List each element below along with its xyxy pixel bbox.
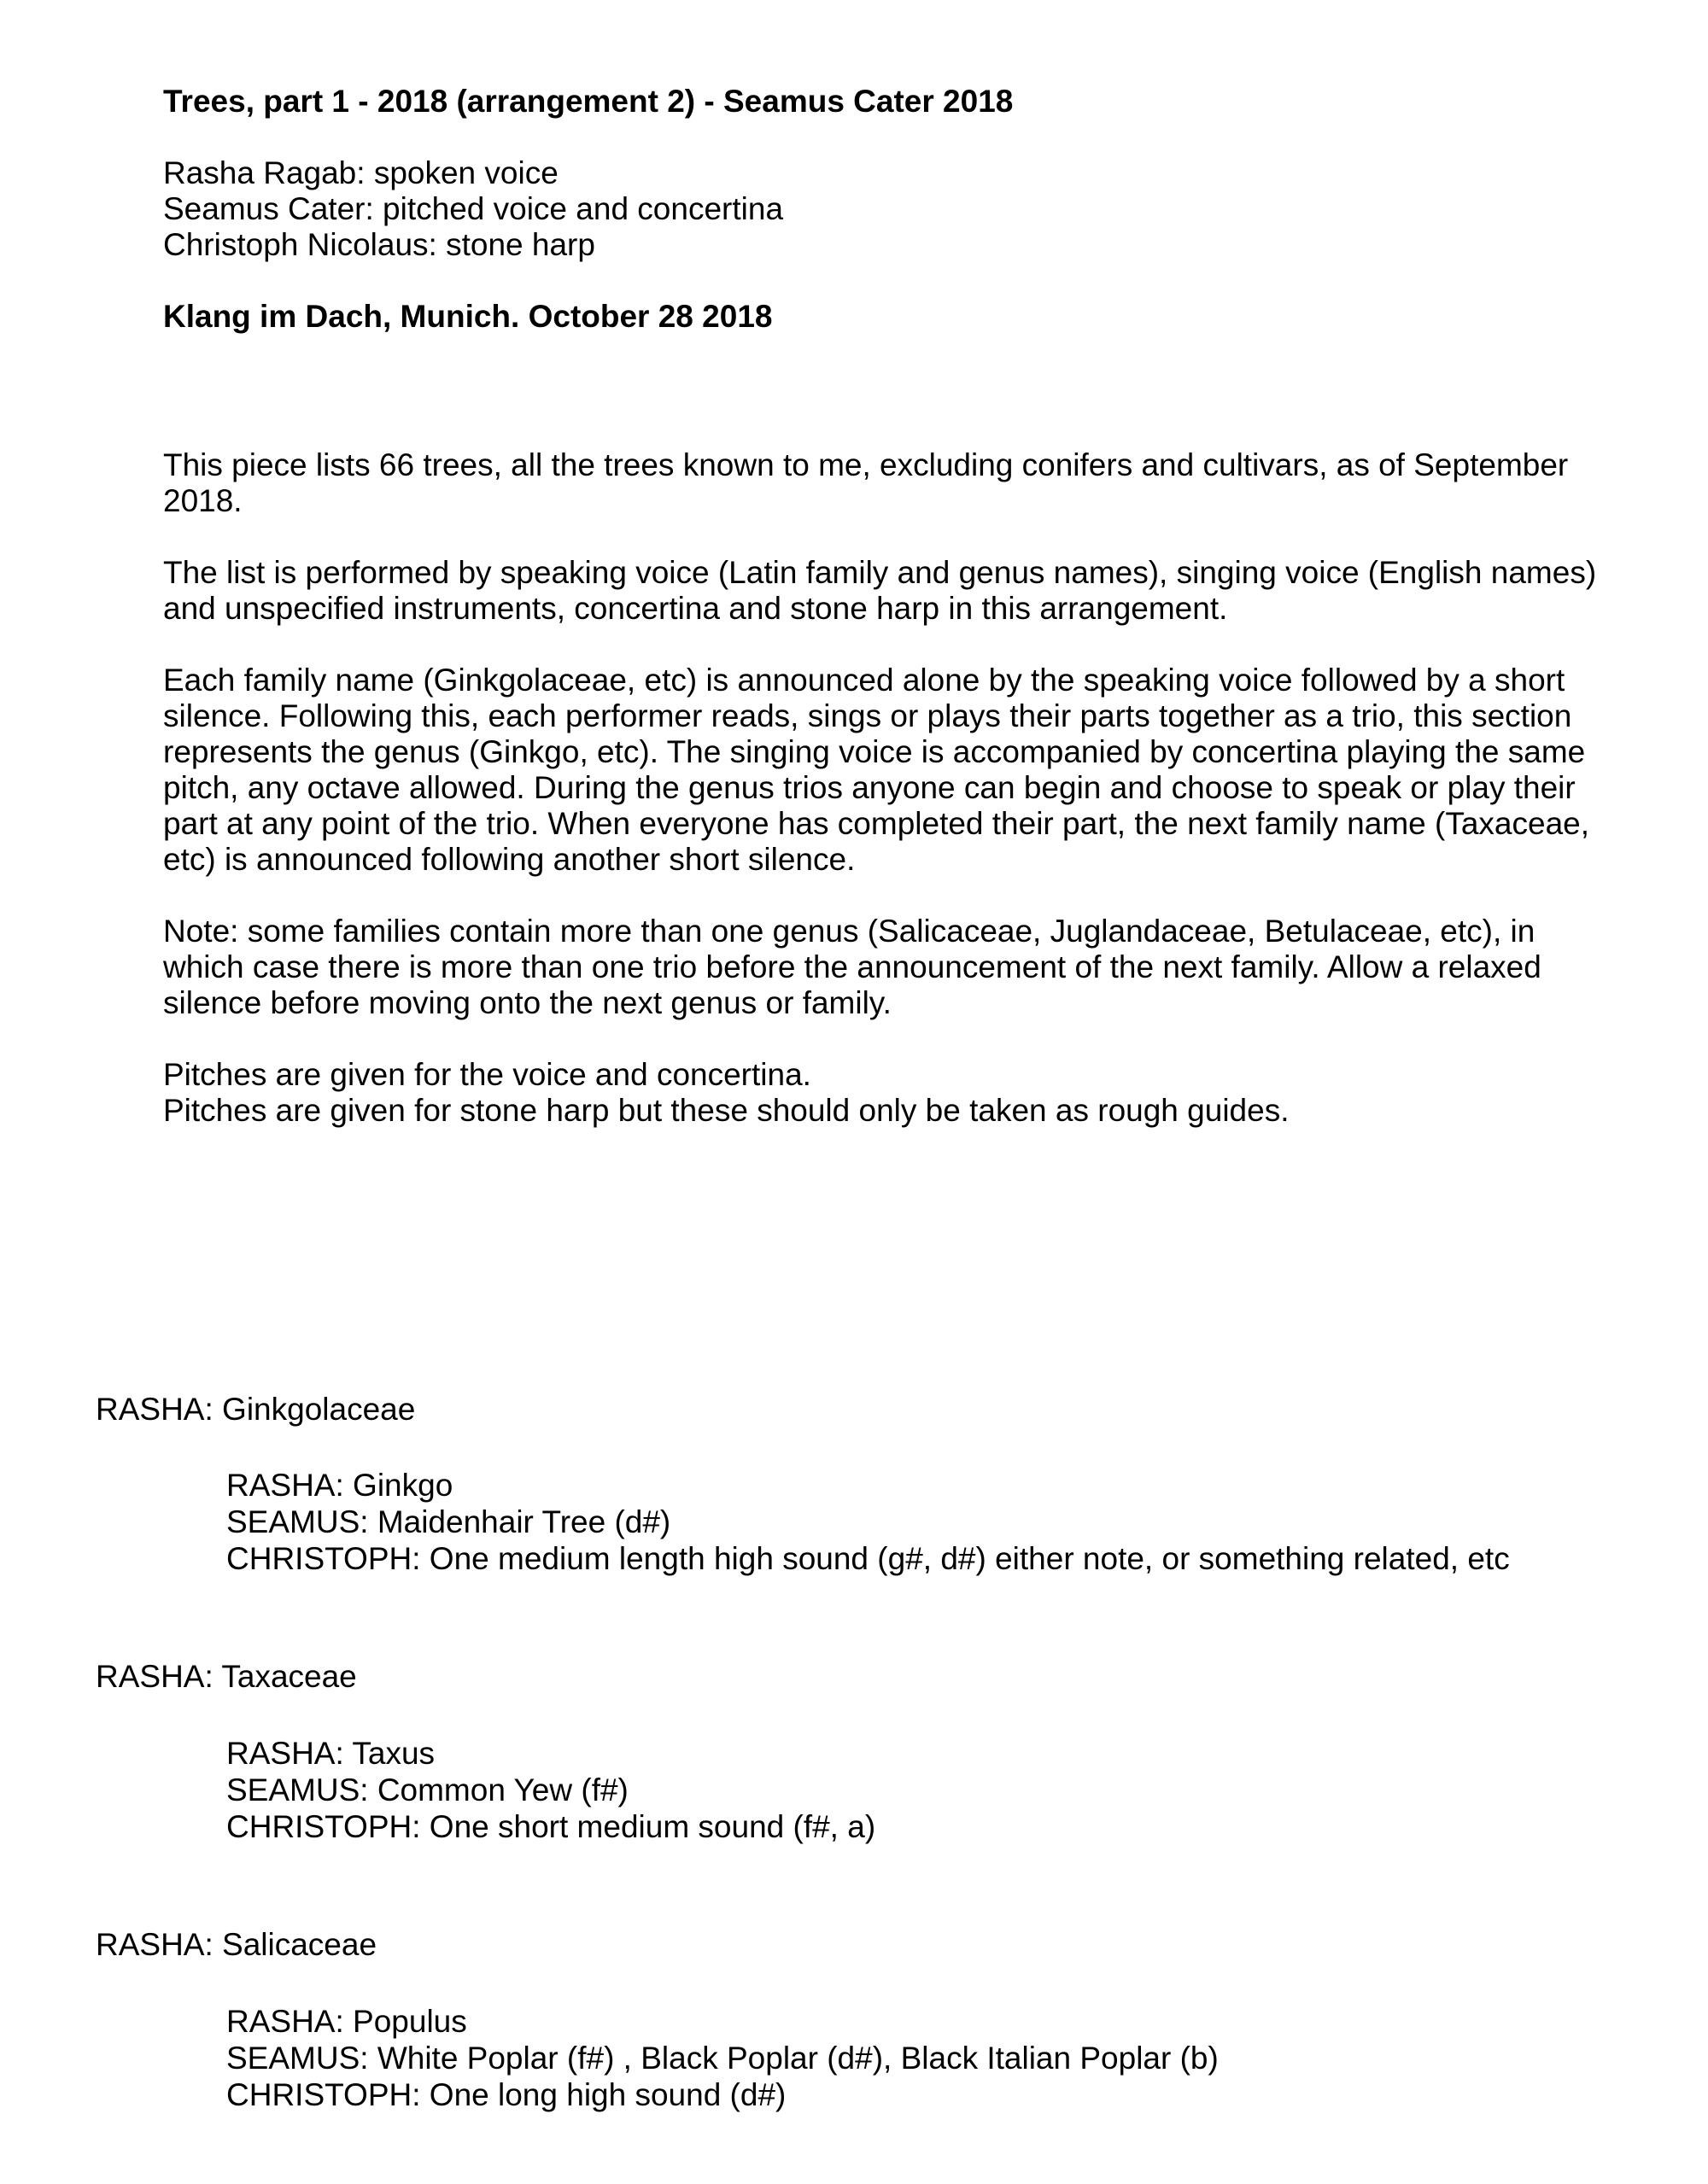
rasha-line: RASHA: Ginkgo [226, 1468, 453, 1503]
family-heading: RASHA: Taxaceae [96, 1659, 357, 1694]
header-block [163, 84, 1598, 335]
performer-credits [163, 155, 1598, 263]
pitch-note-voice: Pitches are given for the voice and concertina. [163, 1057, 811, 1092]
credit-line: Christoph Nicolaus: stone harp [163, 227, 595, 262]
christoph-line: CHRISTOPH: One long high sound (d#) [226, 2077, 787, 2112]
genus-trio [226, 2003, 1219, 2113]
seamus-line: SEAMUS: Maidenhair Tree (d#) [226, 1504, 671, 1539]
paragraph-scope: This piece lists 66 trees, all the trees known to me, excluding conifers and cultivars, as of September 2018. [163, 447, 1569, 518]
rasha-line: RASHA: Taxus [226, 1736, 436, 1771]
paragraph-note: Note: some families contain more than one genus (Salicaceae, Juglandaceae, Betulaceae, etc), in which case there is more than one trio before the announcement of the next family. Allow a relaxed silence before moving onto the next genus or family. [163, 914, 1541, 1020]
family-heading: RASHA: Salicaceae [96, 1927, 377, 1962]
christoph-line: CHRISTOPH: One short medium sound (f#, a) [226, 1809, 876, 1844]
description-block [163, 447, 1598, 1129]
rasha-line: RASHA: Populus [226, 2004, 467, 2039]
paragraph-performance: The list is performed by speaking voice (Latin family and genus names), singing voice (English names) and unspecified instruments, concertina and stone harp in this arrangement. [163, 555, 1597, 626]
seamus-line: SEAMUS: Common Yew (f#) [226, 1772, 629, 1807]
paragraph-pitches [163, 1057, 1598, 1129]
seamus-line: SEAMUS: White Poplar (f#) , Black Poplar (d#), Black Italian Poplar (b) [226, 2041, 1219, 2076]
genus-trio [226, 1735, 875, 1845]
paragraph-instructions: Each family name (Ginkgolaceae, etc) is announced alone by the speaking voice followed by a short silence. Following this, each performer reads, sings or plays their parts together as a trio, this section represents the genus (Ginkgo, etc). The singing voice is accompanied by concertina playing the same pitch, any octave allowed. During the genus trios anyone can begin and choose to speak or play their part at any point of the trio. When everyone has completed their part, the next family name (Taxaceae, etc) is announced following another short silence. [163, 663, 1590, 877]
pitch-note-harp: Pitches are given for stone harp but these should only be taken as rough guides. [163, 1093, 1290, 1128]
document-title: Trees, part 1 - 2018 (arrangement 2) - Seamus Cater 2018 [163, 84, 1014, 119]
christoph-line: CHRISTOPH: One medium length high sound (g#, d#) either note, or something related, etc [226, 1541, 1510, 1576]
genus-trio [226, 1467, 1510, 1577]
credit-line: Rasha Ragab: spoken voice [163, 155, 559, 190]
credit-line: Seamus Cater: pitched voice and concertina [163, 191, 784, 226]
venue-line: Klang im Dach, Munich. October 28 2018 [163, 299, 773, 334]
family-heading: RASHA: Ginkgolaceae [96, 1392, 416, 1427]
